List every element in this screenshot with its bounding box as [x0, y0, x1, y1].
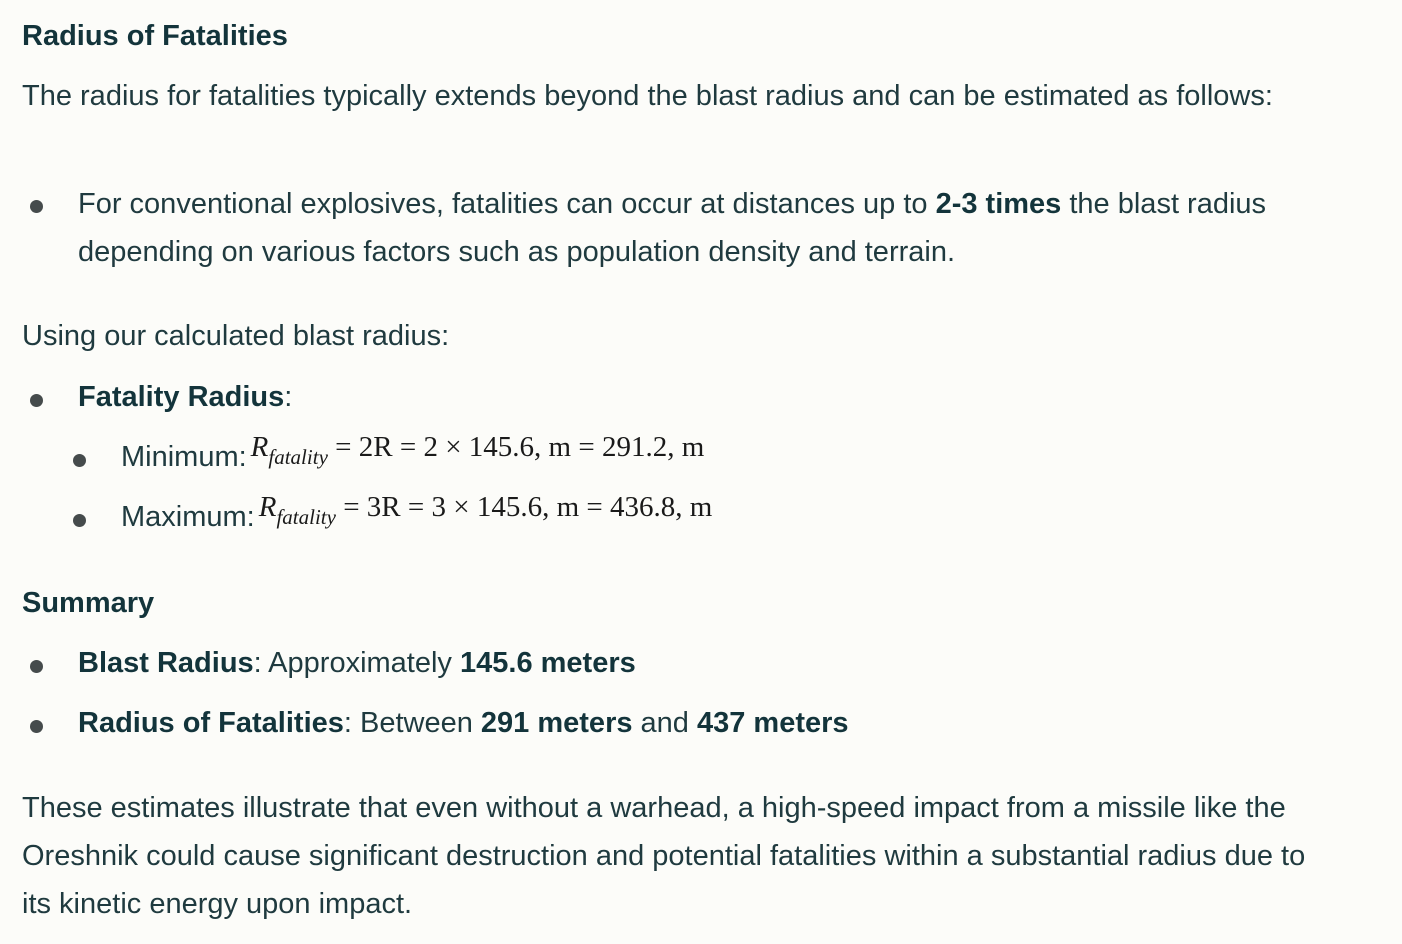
maximum-formula-var: R [258, 491, 277, 523]
list-item-summary-blast [78, 639, 1328, 687]
conventional-multiplier: 2-3 times [935, 188, 1062, 220]
summary-fatalities-and: and [632, 707, 697, 739]
intro-paragraph: The radius for fatalities typically extends beyond the blast radius and can be estimated as follows: [22, 80, 1273, 112]
minimum-formula-expression: = 2R = 2 × 145.6, m = 291.2, m [327, 431, 705, 463]
bullet-icon [30, 200, 43, 213]
summary-blast-value: 145.6 meters [460, 647, 636, 679]
summary-fatalities-text: : Between [343, 707, 481, 739]
conventional-text-end: the blast radius depending on various factors such as population density and terrain. [78, 188, 1267, 268]
list-item-summary-fatalities [78, 699, 1328, 747]
list-item-minimum [121, 433, 1371, 491]
conventional-text-start: For conventional explosives, fatalities can occur at distances up to [78, 188, 936, 220]
minimum-formula-var: R [250, 431, 269, 463]
fatality-radius-colon: : [284, 381, 293, 413]
summary-blast-text: : Approximately [253, 647, 460, 679]
minimum-formula [250, 431, 705, 469]
bullet-icon [30, 394, 43, 407]
maximum-formula-subscript: fatality [276, 505, 336, 529]
list-item-conventional [78, 180, 1328, 276]
minimum-label: Minimum: [121, 441, 247, 473]
summary-fatalities-min: 291 meters [480, 707, 633, 739]
bullet-icon [73, 454, 86, 467]
summary-fatalities-label: Radius of Fatalities [78, 707, 344, 739]
list-item-maximum [121, 493, 1371, 551]
list-item-fatality-radius [78, 373, 1328, 421]
maximum-label: Maximum: [121, 501, 255, 533]
bullet-icon [30, 660, 43, 673]
bullet-icon [30, 720, 43, 733]
maximum-formula [258, 491, 713, 529]
minimum-formula-subscript: fatality [268, 445, 328, 469]
summary-blast-label: Blast Radius [78, 647, 254, 679]
heading-summary: Summary [22, 587, 155, 619]
heading-radius-of-fatalities: Radius of Fatalities [22, 20, 288, 52]
conclusion-paragraph: These estimates illustrate that even without a warhead, a high-speed impact from a missile like the Oreshnik could cause significant destruction and potential fatalities within a substantial radius due to its kinetic energy upon impact. [22, 792, 1306, 920]
maximum-formula-expression: = 3R = 3 × 145.6, m = 436.8, m [335, 491, 713, 523]
using-paragraph: Using our calculated blast radius: [22, 320, 450, 352]
fatality-radius-label: Fatality Radius [78, 381, 285, 413]
bullet-icon [73, 514, 86, 527]
summary-fatalities-max: 437 meters [696, 707, 849, 739]
